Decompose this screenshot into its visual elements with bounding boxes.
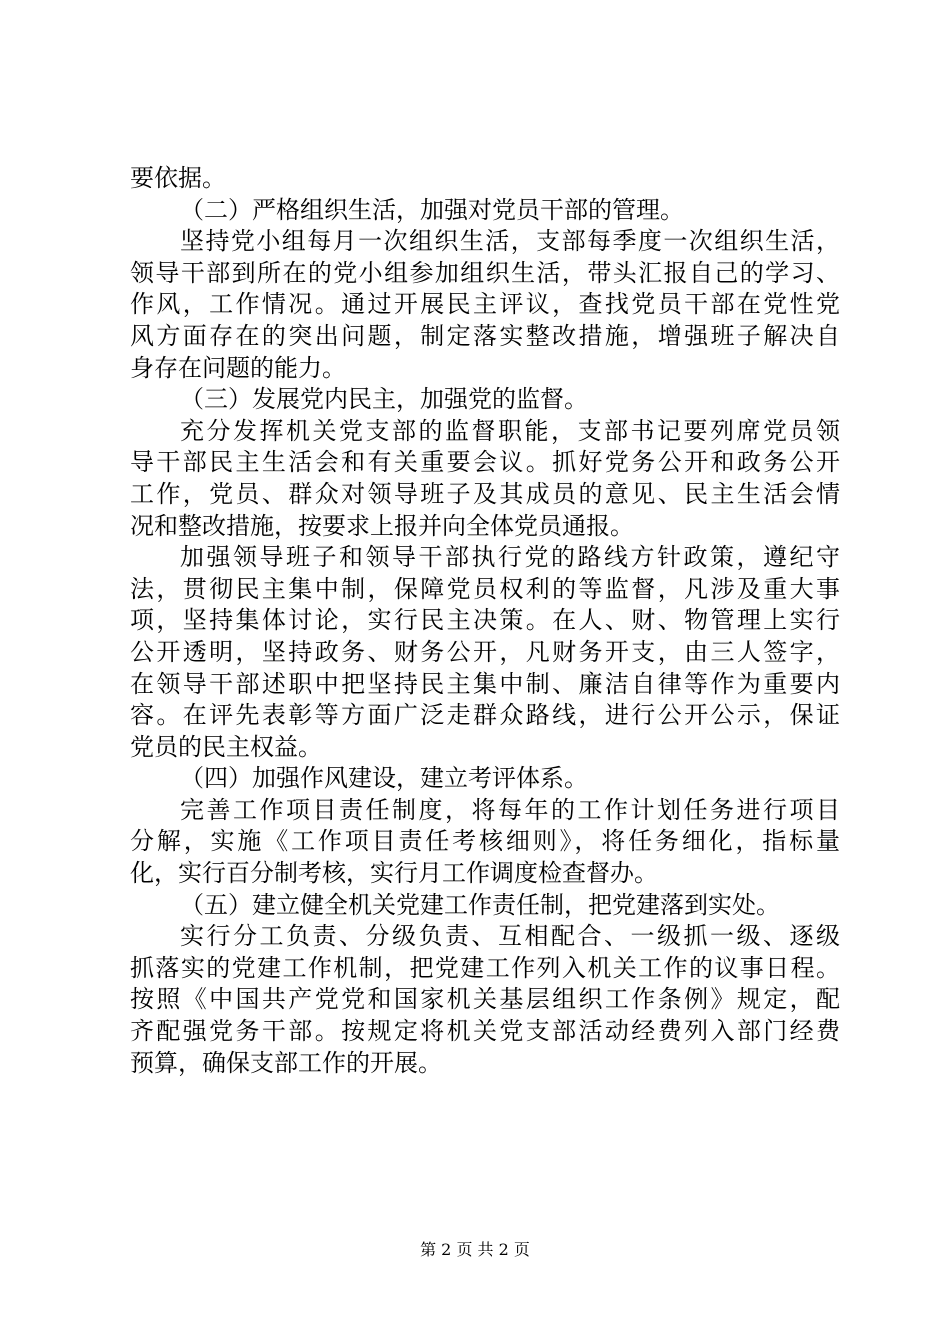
- document-body: [130, 163, 840, 1079]
- text-line: 分解，实施《工作项目责任考核细则》，将任务细化，指标量: [130, 827, 840, 856]
- text-line: 容。在评先表彰等方面广泛走群众路线，进行公开公示，保证: [130, 701, 840, 730]
- text-line: 加强领导班子和领导干部执行党的路线方针政策，遵纪守: [180, 543, 840, 572]
- text-line: 实行分工负责、分级负责、互相配合、一级抓一级、逐级: [180, 922, 840, 951]
- text-line: 领导干部到所在的党小组参加组织生活，带头汇报自己的学习、: [130, 258, 840, 287]
- text-line: 化，实行百分制考核，实行月工作调度检查督办。: [130, 859, 658, 888]
- text-line: 坚持党小组每月一次组织生活，支部每季度一次组织生活，: [180, 227, 840, 256]
- page-footer: [0, 1240, 950, 1260]
- text-line: 法，贯彻民主集中制，保障党员权利的等监督，凡涉及重大事: [130, 574, 840, 603]
- text-line: 按照《中国共产党党和国家机关基层组织工作条例》规定，配: [130, 985, 840, 1014]
- text-line: 充分发挥机关党支部的监督职能，支部书记要列席党员领: [180, 416, 840, 445]
- text-line: 项，坚持集体讨论，实行民主决策。在人、财、物管理上实行: [130, 606, 840, 635]
- text-line: 齐配强党务干部。按规定将机关党支部活动经费列入部门经费: [130, 1017, 840, 1046]
- text-line: （二）严格组织生活，加强对党员干部的管理。: [180, 195, 684, 224]
- text-line: 公开透明，坚持政务、财务公开，凡财务开支，由三人签字，: [130, 637, 840, 666]
- text-line: 抓落实的党建工作机制，把党建工作列入机关工作的议事日程。: [130, 953, 840, 982]
- text-line: 作风，工作情况。通过开展民主评议，查找党员干部在党性党: [130, 290, 840, 319]
- text-line: 党员的民主权益。: [130, 732, 322, 761]
- text-line: 导干部民主生活会和有关重要会议。抓好党务公开和政务公开: [130, 448, 840, 477]
- text-line: 身存在问题的能力。: [130, 353, 346, 382]
- text-line: 完善工作项目责任制度，将每年的工作计划任务进行项目: [180, 795, 840, 824]
- text-line: （三）发展党内民主，加强党的监督。: [180, 385, 588, 414]
- page-number: 第 2 页 共 2 页: [420, 1240, 530, 1259]
- text-line: 要依据。: [130, 164, 226, 192]
- text-line: 况和整改措施，按要求上报并向全体党员通报。: [130, 511, 634, 540]
- text-line: 预算，确保支部工作的开展。: [130, 1048, 442, 1077]
- text-line: 风方面存在的突出问题，制定落实整改措施，增强班子解决自: [130, 321, 840, 350]
- text-line: 在领导干部述职中把坚持民主集中制、廉洁自律等作为重要内: [130, 669, 840, 698]
- text-line: （五）建立健全机关党建工作责任制，把党建落到实处。: [180, 890, 780, 919]
- text-line: 工作，党员、群众对领导班子及其成员的意见、民主生活会情: [130, 479, 840, 508]
- text-line: （四）加强作风建设，建立考评体系。: [180, 764, 588, 793]
